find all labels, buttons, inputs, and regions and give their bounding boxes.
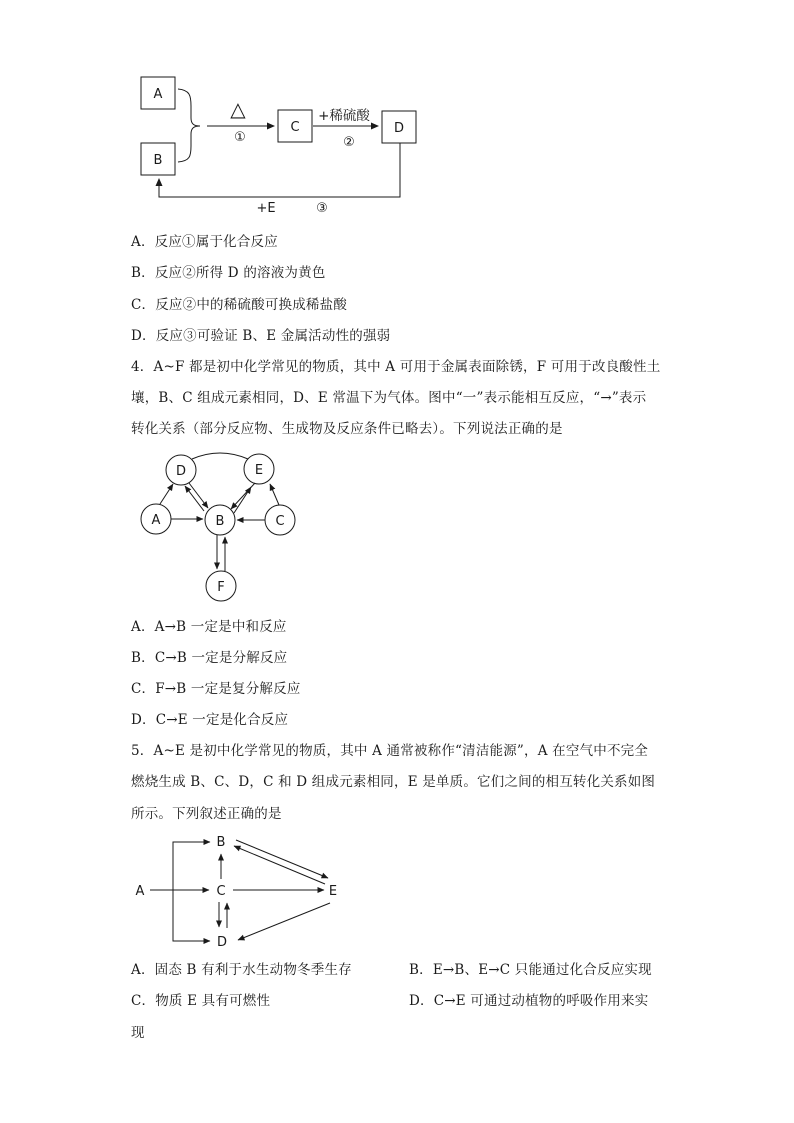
q5-stem-line-1: 5．A~E 是初中化学常见的物质，其中 A 通常被称作“清洁能源”，A 在空气中不完全 bbox=[131, 743, 649, 759]
q5-stem-line-2: 燃烧生成 B、C、D，C 和 D 组成元素相同，E 是单质。它们之间的相互转化关系如图 bbox=[131, 774, 656, 790]
q4-node-b-label: B bbox=[215, 514, 225, 529]
q4-node-d-label: D bbox=[175, 464, 187, 479]
q5-option-c: C．物质 E 具有可燃性 bbox=[131, 993, 271, 1009]
q5-node-c-label: C bbox=[216, 884, 226, 899]
fig1-step2: ② bbox=[343, 135, 355, 150]
q4-option-a: A．A→B 一定是中和反应 bbox=[131, 619, 287, 635]
q3-option-d: D．反应③可验证 B、E 金属活动性的强弱 bbox=[131, 328, 391, 344]
q4-option-d: D．C→E 一定是化合反应 bbox=[131, 712, 289, 728]
q3-option-c: C．反应②中的稀硫酸可换成稀盐酸 bbox=[131, 297, 348, 313]
q4-stem-line-2: 壤，B、C 组成元素相同，D、E 常温下为气体。图中“一”表示能相互反应，“→”表示 bbox=[131, 390, 647, 406]
q4-node-e-label: E bbox=[254, 463, 264, 478]
q4-stem-line-1: 4．A~F 都是初中化学常见的物质，其中 A 可用于金属表面除锈，F 可用于改良酸性土 bbox=[131, 359, 661, 375]
q5-arrow-e-d bbox=[238, 903, 330, 940]
q5-option-a: A．固态 B 有利于水生动物冬季生存 bbox=[131, 962, 352, 978]
fig1-step1: ① bbox=[234, 130, 246, 145]
q5-node-a-label: A bbox=[135, 884, 145, 899]
fig1-label-b: B bbox=[153, 153, 163, 168]
fig1-reagent2: +稀硫酸 bbox=[318, 108, 370, 124]
q4-node-f-label: F bbox=[217, 580, 225, 595]
q5-arrow-b-e bbox=[236, 840, 328, 878]
fig1-label-a: A bbox=[153, 87, 163, 102]
q5-arrow-a-d bbox=[173, 890, 210, 941]
q3-option-b: B．反应②所得 D 的溶液为黄色 bbox=[131, 265, 326, 281]
fig1-reagent3: +E bbox=[256, 201, 276, 216]
q5-node-e-label: E bbox=[328, 884, 338, 899]
q4-node-a-label: A bbox=[151, 513, 161, 528]
fig1-step3: ③ bbox=[316, 201, 328, 216]
q4-option-c: C．F→B 一定是复分解反应 bbox=[131, 681, 301, 697]
q4-node-c-label: C bbox=[275, 514, 285, 529]
fig1-label-d: D bbox=[393, 121, 405, 136]
q5-node-b-label: B bbox=[216, 835, 226, 850]
q5-option-d-wrap: 现 bbox=[131, 1025, 145, 1041]
q4-stem-line-3: 转化关系（部分反应物、生成物及反应条件已略去）。下列说法正确的是 bbox=[131, 421, 563, 437]
q4-option-b: B．C→B 一定是分解反应 bbox=[131, 650, 288, 666]
fig1-label-c: C bbox=[290, 120, 300, 135]
q5-option-b: B．E→B、E→C 只能通过化合反应实现 bbox=[409, 962, 652, 978]
q5-node-d-label: D bbox=[216, 935, 228, 950]
fig1-heat: △ bbox=[230, 97, 246, 121]
q5-arrow-a-b bbox=[173, 842, 210, 890]
q5-option-d: D．C→E 可通过动植物的呼吸作用来实 bbox=[409, 993, 649, 1009]
q3-option-a: A．反应①属于化合反应 bbox=[131, 234, 278, 250]
q5-stem-line-3: 所示。下列叙述正确的是 bbox=[131, 806, 282, 822]
q5-arrow-e-b bbox=[234, 846, 325, 884]
